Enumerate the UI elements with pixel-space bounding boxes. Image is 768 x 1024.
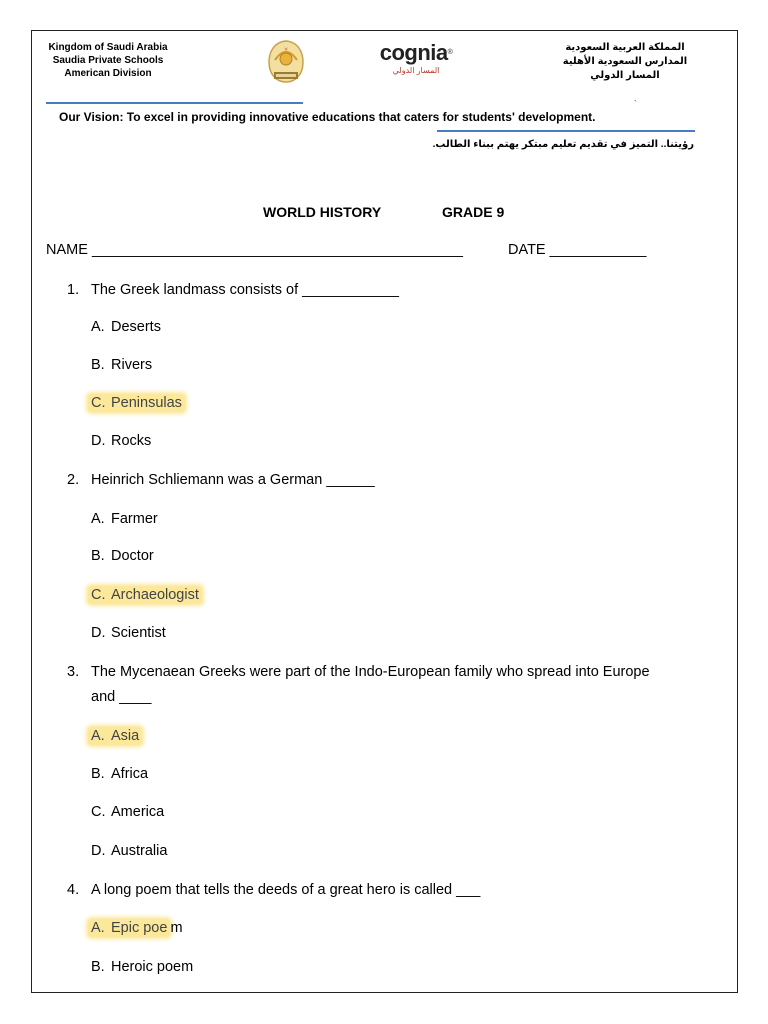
option-4b[interactable] [91,959,193,975]
grade-title: GRADE 9 [442,204,505,220]
option-letter: A. [91,728,105,744]
school-seal-logo [261,38,311,88]
question-number: 4. [67,882,80,898]
question-number: 3. [67,664,80,680]
option-4a-answer[interactable] [91,920,183,936]
option-letter: D. [91,433,106,449]
option-3d[interactable] [91,843,167,859]
option-letter: B. [91,548,105,564]
option-3a-answer[interactable] [91,728,142,744]
option-3b[interactable] [91,766,148,782]
question-3-continued: and ____ [91,689,152,705]
option-letter: C. [91,587,106,603]
cognia-arabic-caption: المسار الدولي [392,66,440,75]
vision-statement-arabic: رؤيتنا.. التميز في تقديم تعليم مبتكر يهتم ببناء الطالب. [432,139,694,150]
name-line [46,242,463,258]
option-2d[interactable] [91,625,166,641]
option-text-tail: m [170,920,183,936]
option-letter: B. [91,959,105,975]
header-line: المسار الدولي [590,70,660,81]
question-number: 1. [67,282,80,298]
header-line: المملكة العربية السعودية [565,42,685,53]
option-text: Asia [111,728,140,744]
name-blank[interactable]: ______________________________________________ [91,242,463,258]
question-4 [67,882,480,898]
question-text: The Mycenaean Greeks were part of the Indo-European family who spread into Europe [91,664,650,680]
header-line: Kingdom of Saudi Arabia [48,42,168,53]
question-number: 2. [67,472,80,488]
option-letter: D. [91,625,106,641]
date-line [508,242,646,258]
question-text: The Greek landmass consists of ____________ [91,282,399,298]
question-text: A long poem that tells the deeds of a great hero is called ___ [91,882,481,898]
option-text: Deserts [111,319,161,335]
option-2c-answer[interactable] [91,587,202,603]
option-text: America [111,804,165,820]
question-text: Heinrich Schliemann was a German ______ [91,472,375,488]
date-blank[interactable]: ____________ [549,242,647,258]
option-text: Epic poe [111,920,168,936]
option-letter: A. [91,511,105,527]
subject-title: WORLD HISTORY [263,204,382,220]
answer-highlight [88,394,185,412]
option-letter: C. [91,804,106,820]
worksheet-page [31,30,738,993]
option-1c-answer[interactable] [91,395,185,411]
option-text: Farmer [111,511,158,527]
stray-mark: ` [634,99,637,109]
option-text: Rocks [111,433,152,449]
option-2a[interactable] [91,511,158,527]
option-letter: C. [91,395,106,411]
option-3c[interactable] [91,804,164,820]
option-2b[interactable] [91,548,154,564]
option-letter: A. [91,319,105,335]
answer-highlight [88,586,202,604]
option-letter: D. [91,843,106,859]
option-text: Doctor [111,548,154,564]
option-text: Rivers [111,357,153,373]
header-line: American Division [64,68,152,79]
option-1b[interactable] [91,357,152,373]
question-3 [67,664,650,680]
trademark-symbol: ® [447,49,453,56]
header-line: المدارس السعودية الأهلية [562,56,688,67]
header-line: Saudia Private Schools [52,55,164,66]
option-text: Archaeologist [111,587,199,603]
cognia-wordmark: cognia [379,40,448,65]
cognia-logo [378,41,454,76]
option-1d[interactable] [91,433,151,449]
option-text: Scientist [111,625,166,641]
answer-highlight [88,919,170,937]
option-1a[interactable] [91,319,161,335]
vision-statement-english: Our Vision: To excel in providing innovative educations that caters for students' development. [59,110,596,124]
date-label: DATE [508,242,546,258]
option-text: Australia [111,843,168,859]
header-divider-left [46,102,303,104]
school-name-arabic [545,41,705,83]
name-label: NAME [46,242,88,258]
option-letter: A. [91,920,105,936]
header-divider-right [437,130,695,132]
question-2 [67,472,375,488]
option-text: Africa [111,766,149,782]
question-1 [67,282,399,298]
answer-highlight [88,727,142,745]
option-letter: B. [91,766,105,782]
option-text: Heroic poem [111,959,194,975]
school-name-english [32,41,184,80]
option-letter: B. [91,357,105,373]
option-text: Peninsulas [111,395,182,411]
